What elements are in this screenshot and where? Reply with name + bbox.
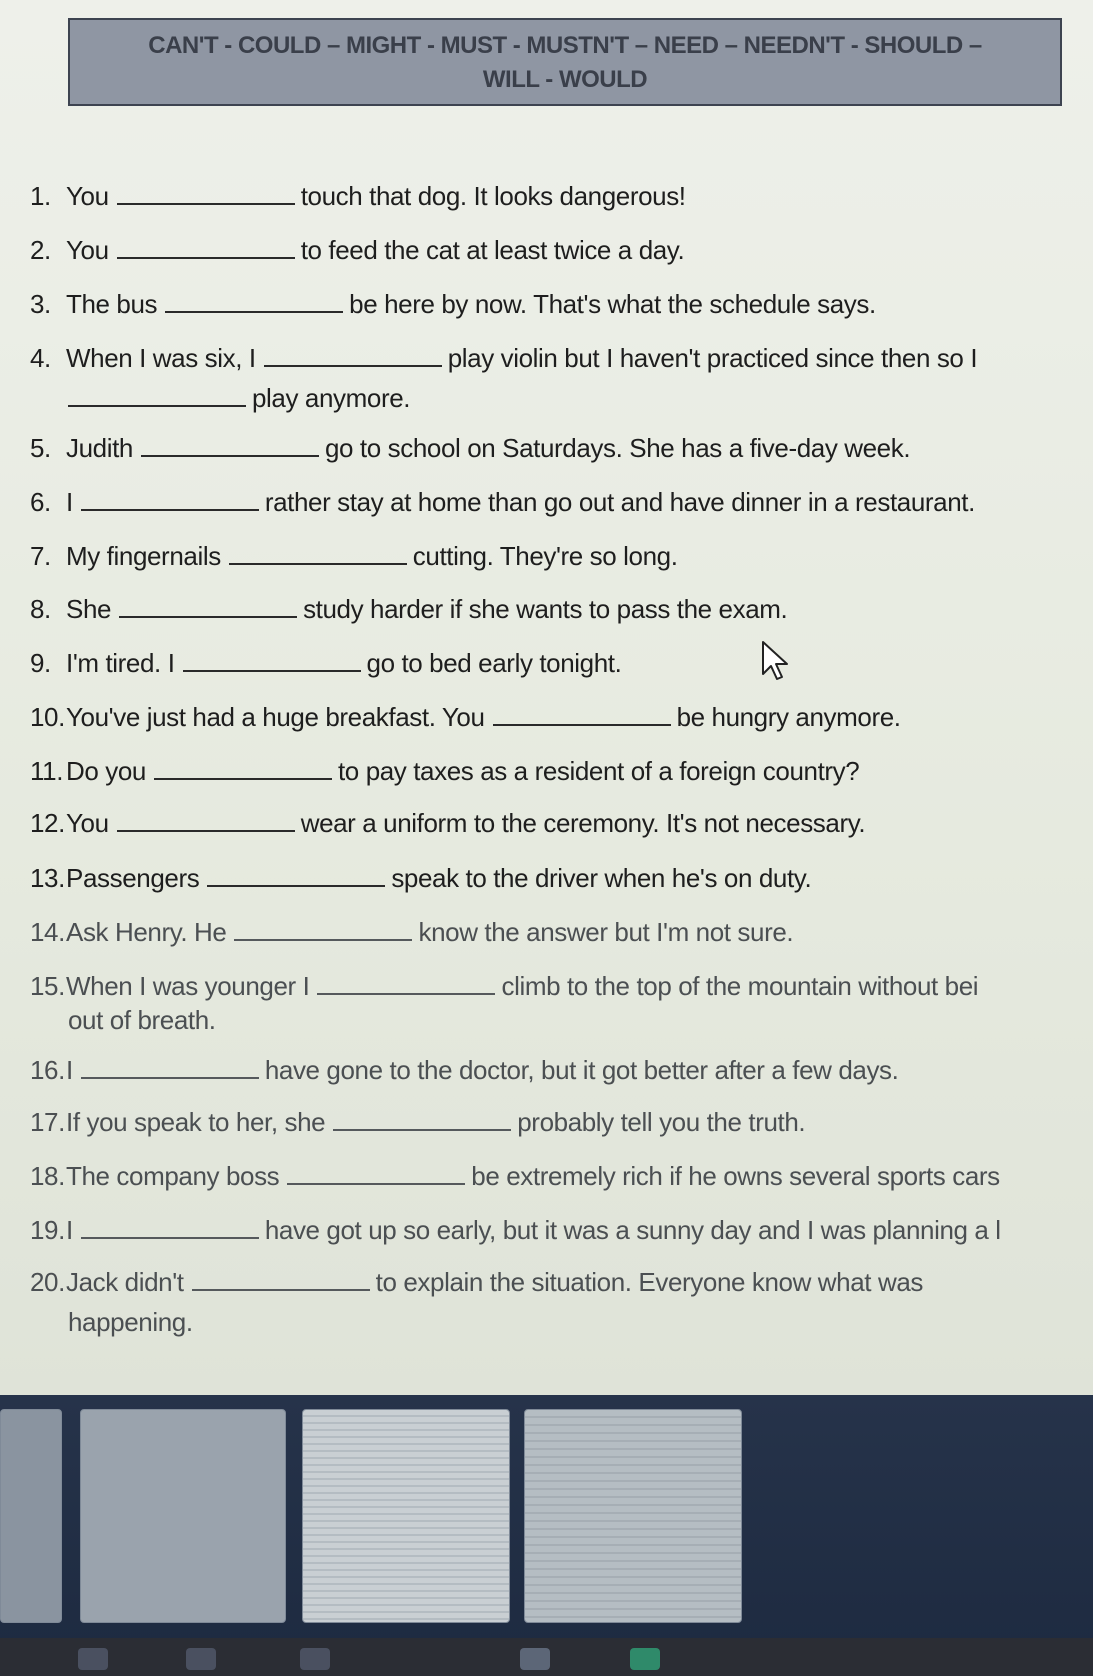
app-icon[interactable] <box>300 1648 330 1670</box>
answer-blank[interactable] <box>81 509 259 511</box>
item-number: 6. <box>30 487 51 517</box>
answer-blank[interactable] <box>207 885 385 887</box>
sentence-end: play violin but I haven't practiced since then so I <box>447 343 978 373</box>
answer-blank[interactable] <box>493 724 671 726</box>
exercise-item <box>30 970 978 1002</box>
answer-blank[interactable] <box>117 203 295 205</box>
sentence-end: cutting. They're so long. <box>412 541 678 571</box>
sentence-start: She <box>66 594 112 624</box>
answer-blank[interactable] <box>81 1077 259 1079</box>
continuation-text: play anymore. <box>252 383 411 413</box>
continuation-text: happening. <box>68 1307 193 1337</box>
sentence-end: rather stay at home than go out and have dinner in a restaurant. <box>264 487 975 517</box>
answer-blank[interactable] <box>117 257 295 259</box>
sentence-start: Jack didn't <box>66 1267 184 1297</box>
sentence-start: You <box>66 808 109 838</box>
sentence-start: Ask Henry. He <box>66 917 227 947</box>
exercise-item <box>30 432 910 464</box>
answer-blank[interactable] <box>192 1289 370 1291</box>
exercise-item <box>30 486 975 518</box>
sentence-end: have gone to the doctor, but it got better after a few days. <box>264 1055 899 1085</box>
window-thumbnail[interactable] <box>0 1409 62 1623</box>
sentence-end: have got up so early, but it was a sunny day and I was planning a l <box>264 1215 1001 1245</box>
item-number: 13. <box>30 863 65 893</box>
sentence-end: to pay taxes as a resident of a foreign country? <box>337 756 860 786</box>
item-number: 2. <box>30 235 51 265</box>
exercise-continuation <box>68 382 410 414</box>
sentence-start: The company boss <box>66 1161 280 1191</box>
sentence-end: be extremely rich if he owns several sports cars <box>471 1161 1000 1191</box>
exercise-item <box>30 342 977 374</box>
exercise-item <box>30 1214 1001 1246</box>
exercise-item <box>30 701 901 733</box>
item-number: 7. <box>30 541 51 571</box>
exercise-continuation <box>68 1306 193 1338</box>
item-number: 17. <box>30 1107 65 1137</box>
sentence-start: I <box>66 1215 73 1245</box>
title-line-1: CAN'T - COULD – MIGHT - MUST - MUSTN'T – NEED – NEEDN'T - SHOULD – <box>148 32 982 59</box>
answer-blank[interactable] <box>68 405 246 407</box>
sentence-end: to feed the cat at least twice a day. <box>300 235 685 265</box>
sentence-start: You've just had a huge breakfast. You <box>66 702 485 732</box>
sentence-start: If you speak to her, she <box>66 1107 326 1137</box>
sentence-start: My fingernails <box>66 541 221 571</box>
mouse-pointer-icon <box>760 640 790 682</box>
item-number: 3. <box>30 289 51 319</box>
title-line-2: WILL - WOULD <box>482 66 648 93</box>
answer-blank[interactable] <box>333 1129 511 1131</box>
exercise-item <box>30 1160 1000 1192</box>
window-thumbnail[interactable] <box>80 1409 286 1623</box>
window-thumbnail-strip <box>0 1395 1093 1676</box>
exercise-item <box>30 234 684 266</box>
window-thumbnail[interactable] <box>524 1409 742 1623</box>
item-number: 8. <box>30 594 51 624</box>
sentence-end: know the answer but I'm not sure. <box>418 917 794 947</box>
sentence-end: be here by now. That's what the schedule says. <box>349 289 876 319</box>
exercise-item <box>30 1054 898 1086</box>
exercise-item <box>30 755 859 787</box>
exercise-item <box>30 1266 923 1298</box>
answer-blank[interactable] <box>81 1237 259 1239</box>
exercise-item <box>30 862 811 894</box>
sentence-start: I <box>66 1055 73 1085</box>
sentence-end: be hungry anymore. <box>676 702 901 732</box>
sentence-start: Do you <box>66 756 146 786</box>
system-tray <box>0 1638 1093 1676</box>
sentence-end: go to school on Saturdays. She has a five-day week. <box>324 433 911 463</box>
app-icon[interactable] <box>520 1648 550 1670</box>
sentence-start: When I was younger I <box>66 971 310 1001</box>
exercise-item <box>30 647 621 679</box>
sentence-end: wear a uniform to the ceremony. It's not necessary. <box>300 808 866 838</box>
sentence-start: Judith <box>66 433 133 463</box>
sentence-end: climb to the top of the mountain without bei <box>501 971 979 1001</box>
modal-verbs-title-box <box>68 18 1062 106</box>
answer-blank[interactable] <box>229 563 407 565</box>
exercise-item <box>30 288 876 320</box>
sentence-start: Passengers <box>66 863 200 893</box>
sentence-end: touch that dog. It looks dangerous! <box>300 181 686 211</box>
sentence-end: speak to the driver when he's on duty. <box>391 863 812 893</box>
answer-blank[interactable] <box>264 365 442 367</box>
answer-blank[interactable] <box>165 311 343 313</box>
exercise-item <box>30 540 678 572</box>
sentence-start: You <box>66 181 109 211</box>
item-number: 18. <box>30 1161 65 1191</box>
app-icon[interactable] <box>78 1648 108 1670</box>
item-number: 10. <box>30 702 65 732</box>
sentence-start: You <box>66 235 109 265</box>
item-number: 1. <box>30 181 51 211</box>
sentence-end: to explain the situation. Everyone know what was <box>375 1267 923 1297</box>
exercise-item <box>30 807 865 839</box>
exercise-item <box>30 1106 805 1138</box>
answer-blank[interactable] <box>287 1183 465 1185</box>
sentence-start: I <box>66 487 73 517</box>
answer-blank[interactable] <box>317 993 495 995</box>
exercise-item <box>30 180 686 212</box>
sentence-end: probably tell you the truth. <box>517 1107 806 1137</box>
sentence-start: The bus <box>66 289 158 319</box>
answer-blank[interactable] <box>119 616 297 618</box>
window-thumbnail[interactable] <box>302 1409 510 1623</box>
item-number: 20. <box>30 1267 65 1297</box>
app-icon[interactable] <box>630 1648 660 1670</box>
item-number: 16. <box>30 1055 65 1085</box>
answer-blank[interactable] <box>183 670 361 672</box>
answer-blank[interactable] <box>234 939 412 941</box>
sentence-start: I'm tired. I <box>66 648 175 678</box>
item-number: 4. <box>30 343 51 373</box>
answer-blank[interactable] <box>154 778 332 780</box>
continuation-text: out of breath. <box>68 1005 216 1035</box>
exercise-item <box>30 593 787 625</box>
sentence-end: study harder if she wants to pass the exam. <box>303 594 788 624</box>
item-number: 19. <box>30 1215 65 1245</box>
sentence-start: When I was six, I <box>66 343 256 373</box>
answer-blank[interactable] <box>117 830 295 832</box>
sentence-end: go to bed early tonight. <box>366 648 622 678</box>
item-number: 15. <box>30 971 65 1001</box>
exercise-continuation <box>68 1004 216 1036</box>
item-number: 14. <box>30 917 65 947</box>
app-icon[interactable] <box>186 1648 216 1670</box>
answer-blank[interactable] <box>141 455 319 457</box>
item-number: 5. <box>30 433 51 463</box>
item-number: 9. <box>30 648 51 678</box>
exercise-item <box>30 916 793 948</box>
item-number: 12. <box>30 808 65 838</box>
item-number: 11. <box>30 756 64 786</box>
